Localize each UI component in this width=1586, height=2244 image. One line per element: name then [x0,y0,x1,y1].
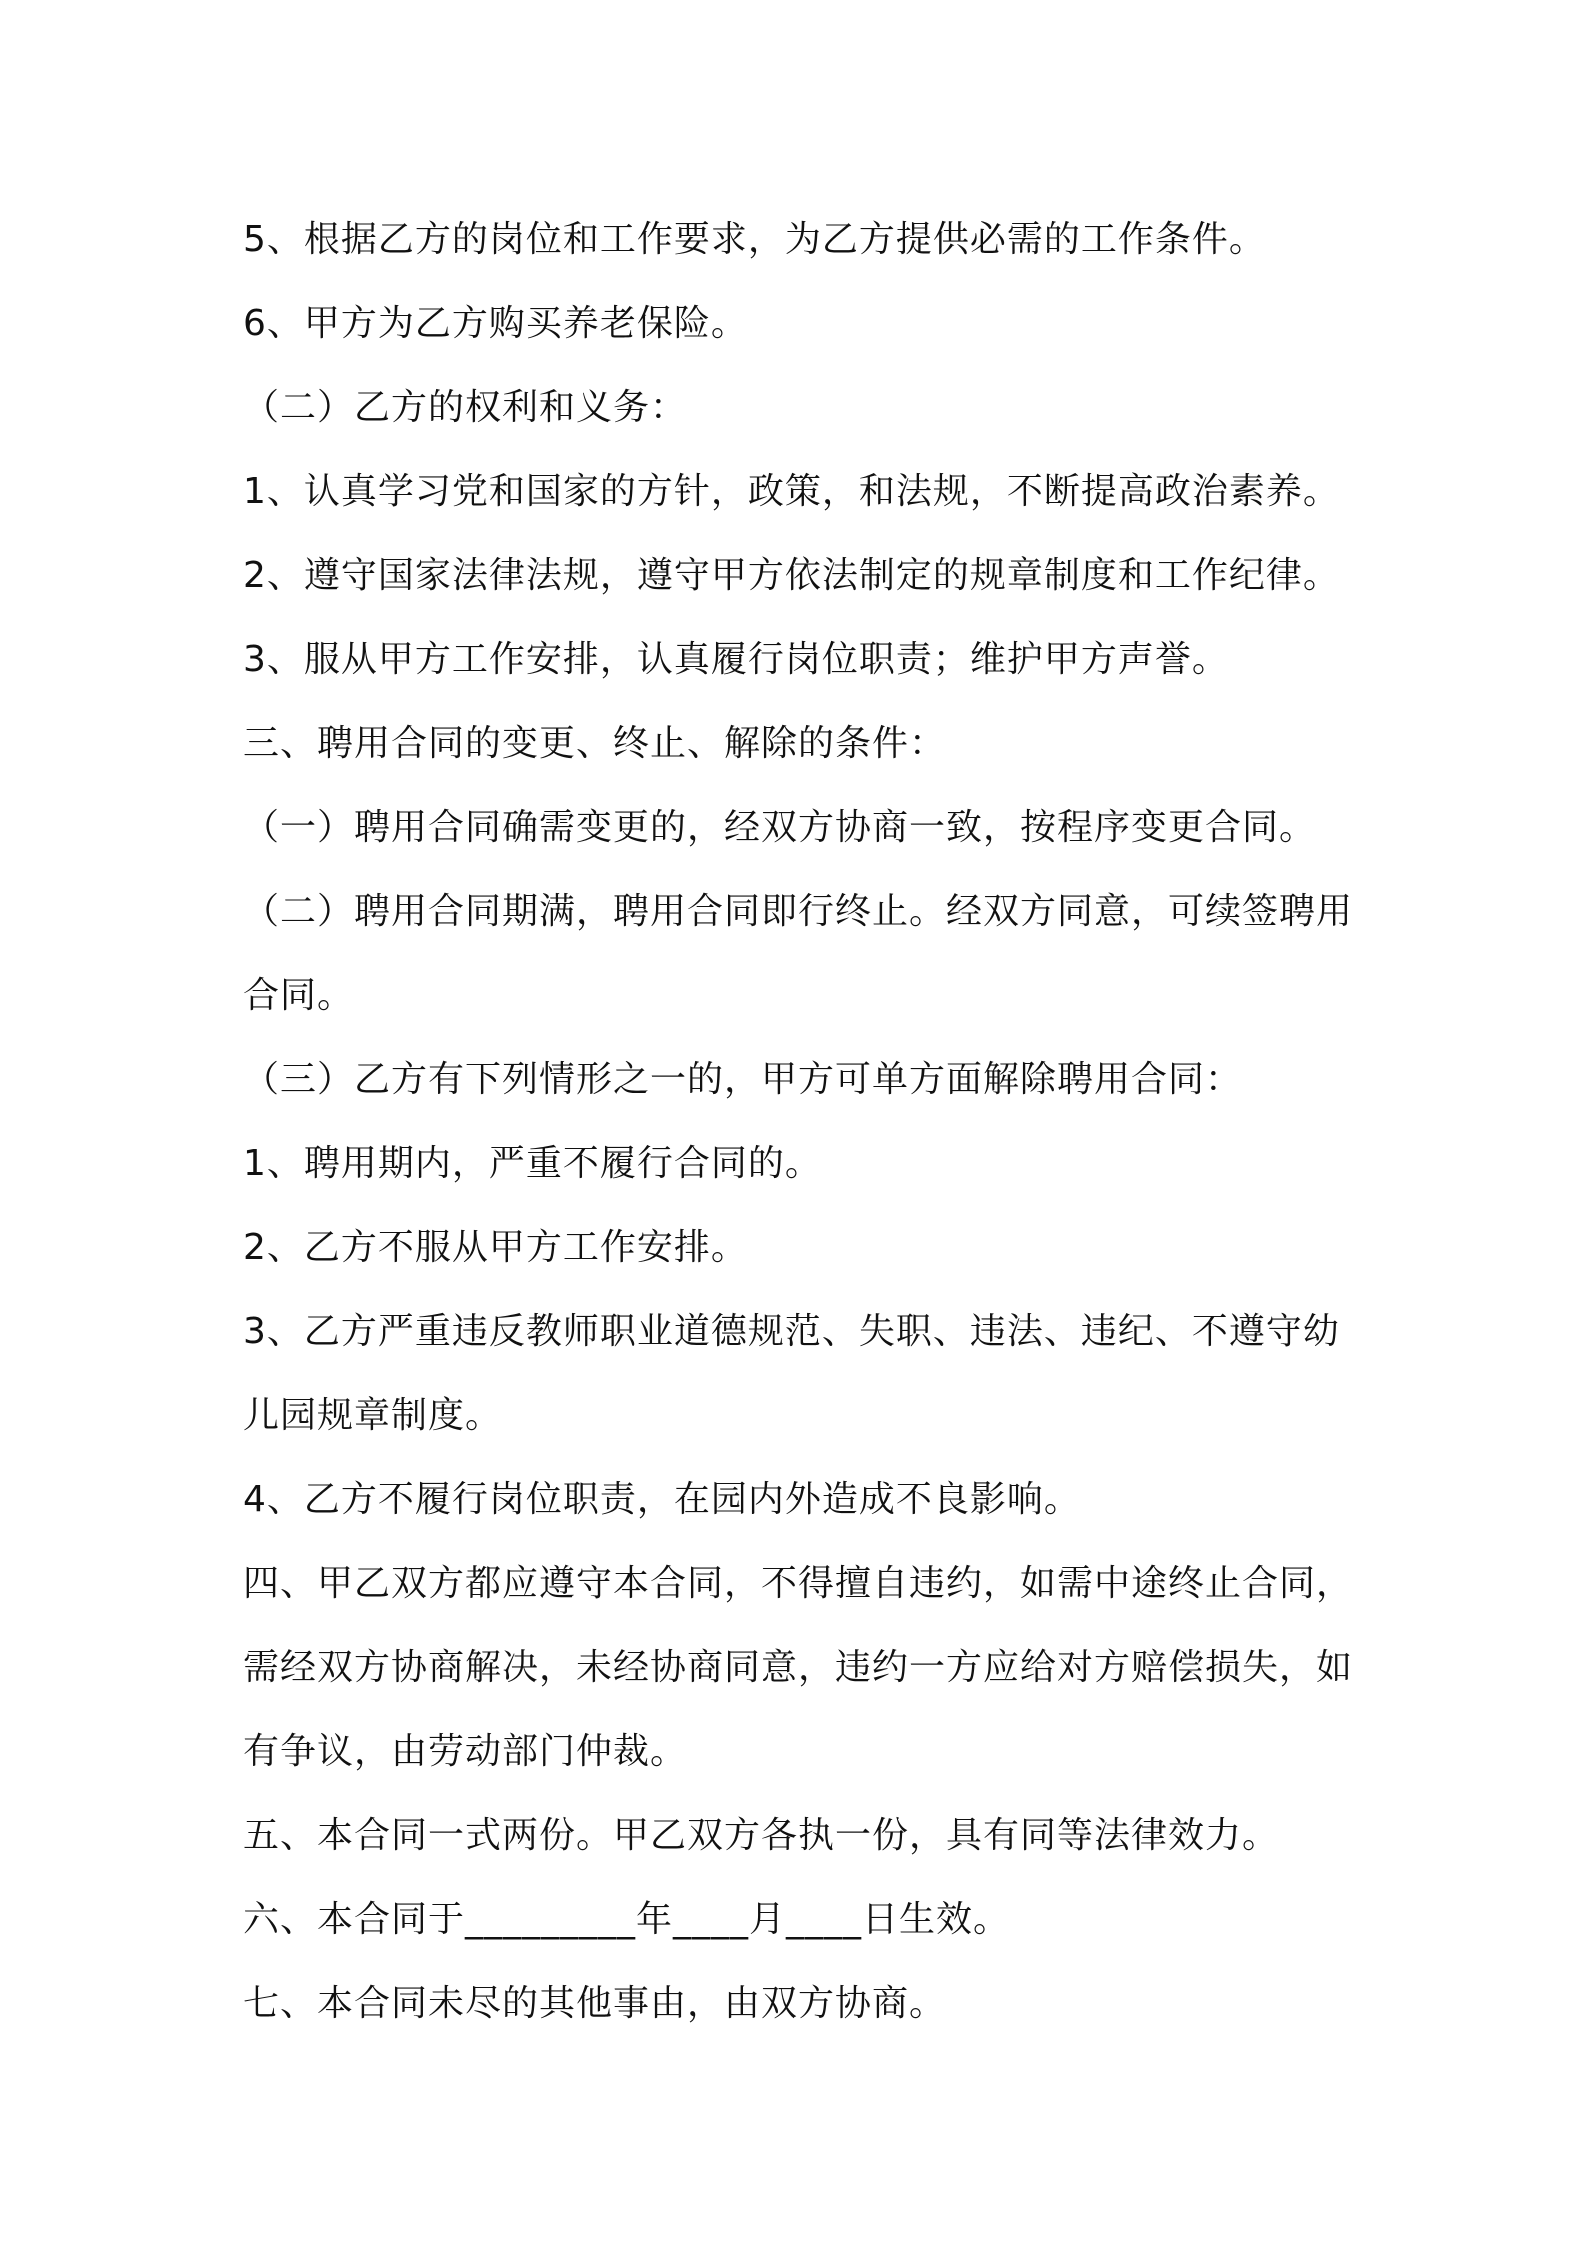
termination-item-3-continued: 儿园规章制度。 [243,1395,503,1436]
subsection-one-change: （一）聘用合同确需变更的，经双方协商一致，按程序变更合同。 [243,807,1317,848]
termination-item-3: 3、乙方严重违反教师职业道德规范、失职、违法、违纪、不遵守幼 [243,1311,1340,1352]
section-four-compliance-line-2: 需经双方协商解决，未经协商同意，违约一方应给对方赔偿损失，如 [243,1647,1354,1688]
section-seven-other-matters: 七、本合同未尽的其他事由，由双方协商。 [243,1983,947,2024]
subsection-three-termination: （三）乙方有下列情形之一的，甲方可单方面解除聘用合同： [243,1059,1243,1100]
clause-3-follow-arrangement: 3、服从甲方工作安排，认真履行岗位职责；维护甲方声誉。 [243,639,1229,680]
subsection-two-expiry: （二）聘用合同期满，聘用合同即行终止。经双方同意，可续签聘用 [243,891,1354,932]
subsection-two-expiry-continued: 合同。 [243,975,355,1016]
clause-1-study-policy: 1、认真学习党和国家的方针，政策，和法规，不断提高政治素养。 [243,471,1340,512]
termination-item-1: 1、聘用期内，严重不履行合同的。 [243,1143,822,1184]
termination-item-4: 4、乙方不履行岗位职责，在园内外造成不良影响。 [243,1479,1081,1520]
section-four-compliance-line-3: 有争议，由劳动部门仲裁。 [243,1731,688,1772]
section-party-b-rights: （二）乙方的权利和义务： [243,387,688,428]
contract-text-body [243,198,1363,2046]
section-three-change-conditions: 三、聘用合同的变更、终止、解除的条件： [243,723,947,764]
clause-5-work-conditions: 5、根据乙方的岗位和工作要求，为乙方提供必需的工作条件。 [243,219,1266,260]
clause-6-pension-insurance: 6、甲方为乙方购买养老保险。 [243,303,748,344]
section-four-compliance: 四、甲乙双方都应遵守本合同，不得擅自违约，如需中途终止合同， [243,1563,1354,1604]
termination-item-2: 2、乙方不服从甲方工作安排。 [243,1227,748,1268]
clause-2-obey-rules: 2、遵守国家法律法规，遵守甲方依法制定的规章制度和工作纪律。 [243,555,1340,596]
section-six-effective-date: 六、本合同于_________年____月____日生效。 [243,1899,1011,1940]
section-five-copies: 五、本合同一式两份。甲乙双方各执一份，具有同等法律效力。 [243,1815,1280,1856]
